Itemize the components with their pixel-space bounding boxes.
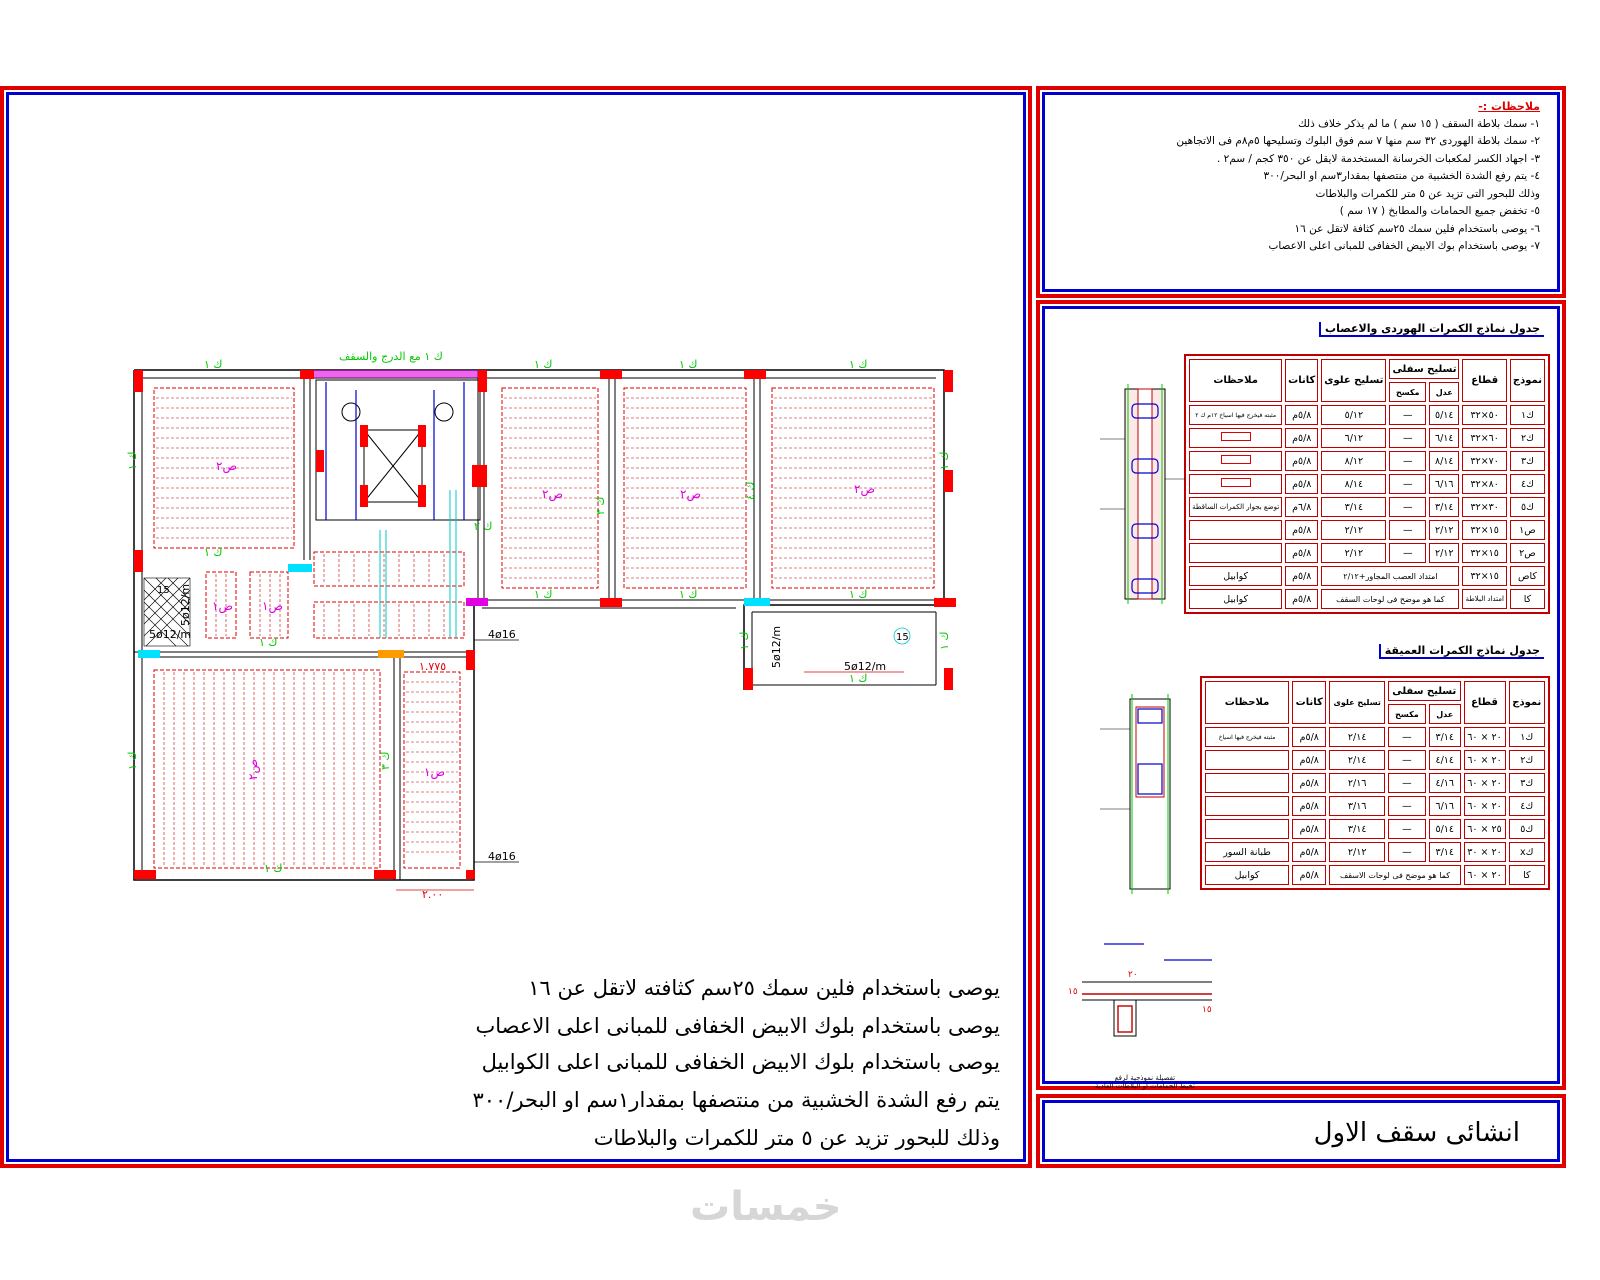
slab-label: ص١ xyxy=(262,599,283,613)
col-header-model: نموذج xyxy=(1510,359,1545,402)
plan-top-label: ك ١ مع الدرج والسقف xyxy=(339,350,443,363)
table-row: ص٢ ١٥×٣٢ ٢/١٢ — ٢/١٢ ٥/٨م xyxy=(1189,543,1545,563)
beam-label: ك ١ xyxy=(679,358,698,371)
schedule-panel xyxy=(1036,300,1566,1090)
note-item: ٧- يوصى باستخدام بوك الابيض الخفافى للمبانى اعلى الاعصاب xyxy=(1268,240,1540,252)
beam-label: ك ٢ xyxy=(474,520,493,533)
col-header-bottom: تسليح سفلى xyxy=(1388,681,1461,701)
beam-label: ك ١ xyxy=(849,672,868,685)
slab-label: ص٢ xyxy=(542,487,563,501)
note-item: ٥- تخفض جميع الحمامات والمطابخ ( ١٧ سم ) xyxy=(1339,205,1540,217)
table-row: ك٣ ٧٠×٣٢ ٨/١٤ — ٨/١٢ ٥/٨م xyxy=(1189,451,1545,471)
slab-label: ص٢ xyxy=(216,459,237,473)
drop-slab-detail xyxy=(1052,932,1222,1082)
hourdi-beams-table xyxy=(1184,354,1550,614)
rebar-note: 5ø12/m xyxy=(179,583,192,626)
slab-hatch xyxy=(154,388,934,868)
beam-label: ك ١ xyxy=(259,636,278,649)
beam-label: ك ١ xyxy=(938,631,951,650)
note-item: ٦- يوصى باستخدام فلين سمك ٢٥سم كثافة لاتقل عن ١٦ xyxy=(1294,222,1540,235)
notes-panel xyxy=(1036,86,1566,298)
beam-label: ك ٣ xyxy=(379,751,392,770)
rebar-note: 5ø12/m xyxy=(844,660,887,673)
hourdi-section-detail xyxy=(1080,379,1190,609)
beam-label: ك ٤ xyxy=(744,481,757,500)
svg-text:٢٠: ٢٠ xyxy=(1128,970,1138,980)
table-row: ك٣ ٢٠ × ٦٠ ٤/١٦ — ٢/١٦ ٥/٨م xyxy=(1205,773,1545,793)
table1-title: جدول نماذج الكمرات الهوردى والاعصاب xyxy=(1319,322,1544,337)
note-item: ٢- سمك بلاطة الهوردى ٣٢ سم منها ٧ سم فوق البلوك وتسليحها ٥م٨م فى الاتجاهين xyxy=(1176,135,1540,147)
table-row: كا ٢٠ × ٦٠ كما هو موضح فى لوحات الاسقف ٥/٨م كوابيل xyxy=(1205,865,1545,885)
beam-label: ك ١ xyxy=(849,358,868,371)
general-note-4: يتم رفع الشدة الخشبية من منتصفها بمقدار١سم او البحر/٣٠٠ xyxy=(472,1088,1000,1112)
table-row: ك١ ٥٠×٣٢ ٥/١٤ — ٥/١٢ ٥/٨م مثبته فيخرج فيها اسياخ ١٢م ك ٢ xyxy=(1189,405,1545,425)
rebar-note: 4ø16 xyxy=(488,628,516,641)
general-note-3: يوصى باستخدام بلوك الابيض الخفافى للمبانى اعلى الكوابيل xyxy=(481,1050,1000,1074)
dim-mark: ٢.٠٠ xyxy=(422,888,444,901)
beam-label: ك ١ xyxy=(204,546,223,559)
beam-label: ك ١ xyxy=(264,862,283,875)
col-header-section: قطاع xyxy=(1464,681,1506,724)
rebar-note: 4ø16 xyxy=(488,850,516,863)
slab-thickness: 15 xyxy=(157,585,170,596)
table-row: ك٥ ٣٠×٣٢ ٣/١٤ — ٣/١٤ ٦/٨م توضع بجوار الكمرات الساقطة xyxy=(1189,497,1545,517)
col-header-remarks: ملاحظات xyxy=(1205,681,1289,724)
col-header-top: تسليح علوى xyxy=(1321,359,1386,402)
note-item: ١- سمك بلاطة السقف ( ١٥ سم ) ما لم يذكر خلاف ذلك xyxy=(1298,117,1540,130)
slab-label: ص١ xyxy=(212,599,233,613)
general-note-2: يوصى باستخدام بلوك الابيض الخفافى للمبانى اعلى الاعصاب xyxy=(475,1014,1000,1038)
table-row: كا امتداد البلاطة كما هو موضح فى لوحات السقف ٥/٨م كوابيل xyxy=(1189,589,1545,609)
beam-label: ك ١ xyxy=(849,588,868,601)
notes-list xyxy=(1052,98,1540,256)
col-header-stirrups: كانات xyxy=(1285,359,1318,402)
plan-panel xyxy=(0,86,1032,1168)
beam-label: ك ١ xyxy=(126,751,139,770)
table-row: كx ٢٠ × ٣٠ ٣/١٤ — ٢/١٢ ٥/٨م طبانة السور xyxy=(1205,842,1545,862)
note-item: ٣- اجهاد الكسر لمكعبات الخرسانة المستخدمة لايقل عن ٣٥٠ كجم / سم٢ . xyxy=(1216,152,1540,165)
col-header-bent: مكسح xyxy=(1388,704,1426,724)
col-header-stirrups: كانات xyxy=(1292,681,1326,724)
svg-text:١٥: ١٥ xyxy=(1202,1005,1212,1015)
table-row: ك١ ٢٠ × ٦٠ ٣/١٤ — ٢/١٤ ٥/٨م مثبته فيخرج فيها اسياخ xyxy=(1205,727,1545,747)
beam-label: ك ١ xyxy=(126,451,139,470)
general-note-5: وذلك للبحور تزيد عن ٥ متر للكمرات والبلاطات xyxy=(593,1126,1000,1150)
slab-thickness: 15 xyxy=(896,632,909,643)
rebar-note: 5ø12/m xyxy=(770,625,783,668)
beam-label: ك ١ xyxy=(679,588,698,601)
beam-label: ك ١ xyxy=(938,451,951,470)
col-header-bent: مكسح xyxy=(1389,382,1426,402)
floor-plan-drawing xyxy=(4,90,1024,901)
table-row: ك٢ ٦٠×٣٢ ٦/١٤ — ٦/١٢ ٥/٨م xyxy=(1189,428,1545,448)
slab-label: ص٢ xyxy=(246,759,260,780)
detail-caption: تفصيلة نموذجية لرفع تخيط الحمامات او البلاطات العادية xyxy=(1095,1074,1195,1090)
note-item: ٤- يتم رفع الشدة الخشبية من منتصفها بمقدار٣سم او البحر/٣٠٠ xyxy=(1263,170,1540,182)
beam-label: ك ١ xyxy=(204,358,223,371)
dim-mark: ١.٧٧٥ xyxy=(419,660,447,673)
table-row: ك٢ ٢٠ × ٦٠ ٤/١٤ — ٢/١٤ ٥/٨م xyxy=(1205,750,1545,770)
beam-label: ك ١ xyxy=(534,358,553,371)
col-header-straight: عدل xyxy=(1429,704,1461,724)
slab-label: ص١ xyxy=(424,765,445,779)
col-header-top: تسليح علوى xyxy=(1329,681,1384,724)
col-header-straight: عدل xyxy=(1429,382,1459,402)
table-row: ك٤ ٨٠×٣٢ ٦/١٦ — ٨/١٤ ٥/٨م xyxy=(1189,474,1545,494)
beam-label: ك ١ xyxy=(534,588,553,601)
col-header-bottom: تسليح سفلى xyxy=(1389,359,1459,379)
beam-label: ك ٣ xyxy=(594,496,607,515)
deep-beams-table xyxy=(1200,676,1550,890)
rebar-note: 5ø12/m xyxy=(149,628,192,641)
slab-label: ص٢ xyxy=(854,482,875,496)
table2-title: جدول نماذج الكمرات العميقة xyxy=(1379,644,1544,659)
deep-beam-section-detail xyxy=(1080,689,1200,899)
table-row: ك٤ ٢٠ × ٦٠ ٦/١٦ — ٣/١٦ ٥/٨م xyxy=(1205,796,1545,816)
table-row: ص١ ١٥×٣٢ ٢/١٢ — ٢/١٢ ٥/٨م xyxy=(1189,520,1545,540)
col-header-section: قطاع xyxy=(1462,359,1506,402)
svg-text:١٥: ١٥ xyxy=(1068,987,1078,997)
notes-title: ملاحظات :- xyxy=(1478,100,1540,113)
beam-label: ك ١ xyxy=(738,631,751,650)
table-row: كاص ١٥×٣٢ امتداد العصب المجاور+٢/١٢ ٥/٨م كوابيل xyxy=(1189,566,1545,586)
col-header-remarks: ملاحظات xyxy=(1189,359,1282,402)
general-note-1: يوصى باستخدام فلين سمك ٢٥سم كثافته لاتقل عن ١٦ xyxy=(528,976,1000,1000)
watermark-logo: خمسات xyxy=(690,1184,842,1230)
col-header-model: نموذج xyxy=(1509,681,1545,724)
sheet-title: انشائى سقف الاول xyxy=(1313,1118,1520,1148)
title-block xyxy=(1036,1094,1566,1168)
note-item: وذلك للبحور التى تزيد عن ٥ متر للكمرات والبلاطات xyxy=(1315,187,1540,200)
slab-label: ص٢ xyxy=(680,487,701,501)
table-row: ك٥ ٢٥ × ٦٠ ٥/١٤ — ٣/١٤ ٥/٨م xyxy=(1205,819,1545,839)
